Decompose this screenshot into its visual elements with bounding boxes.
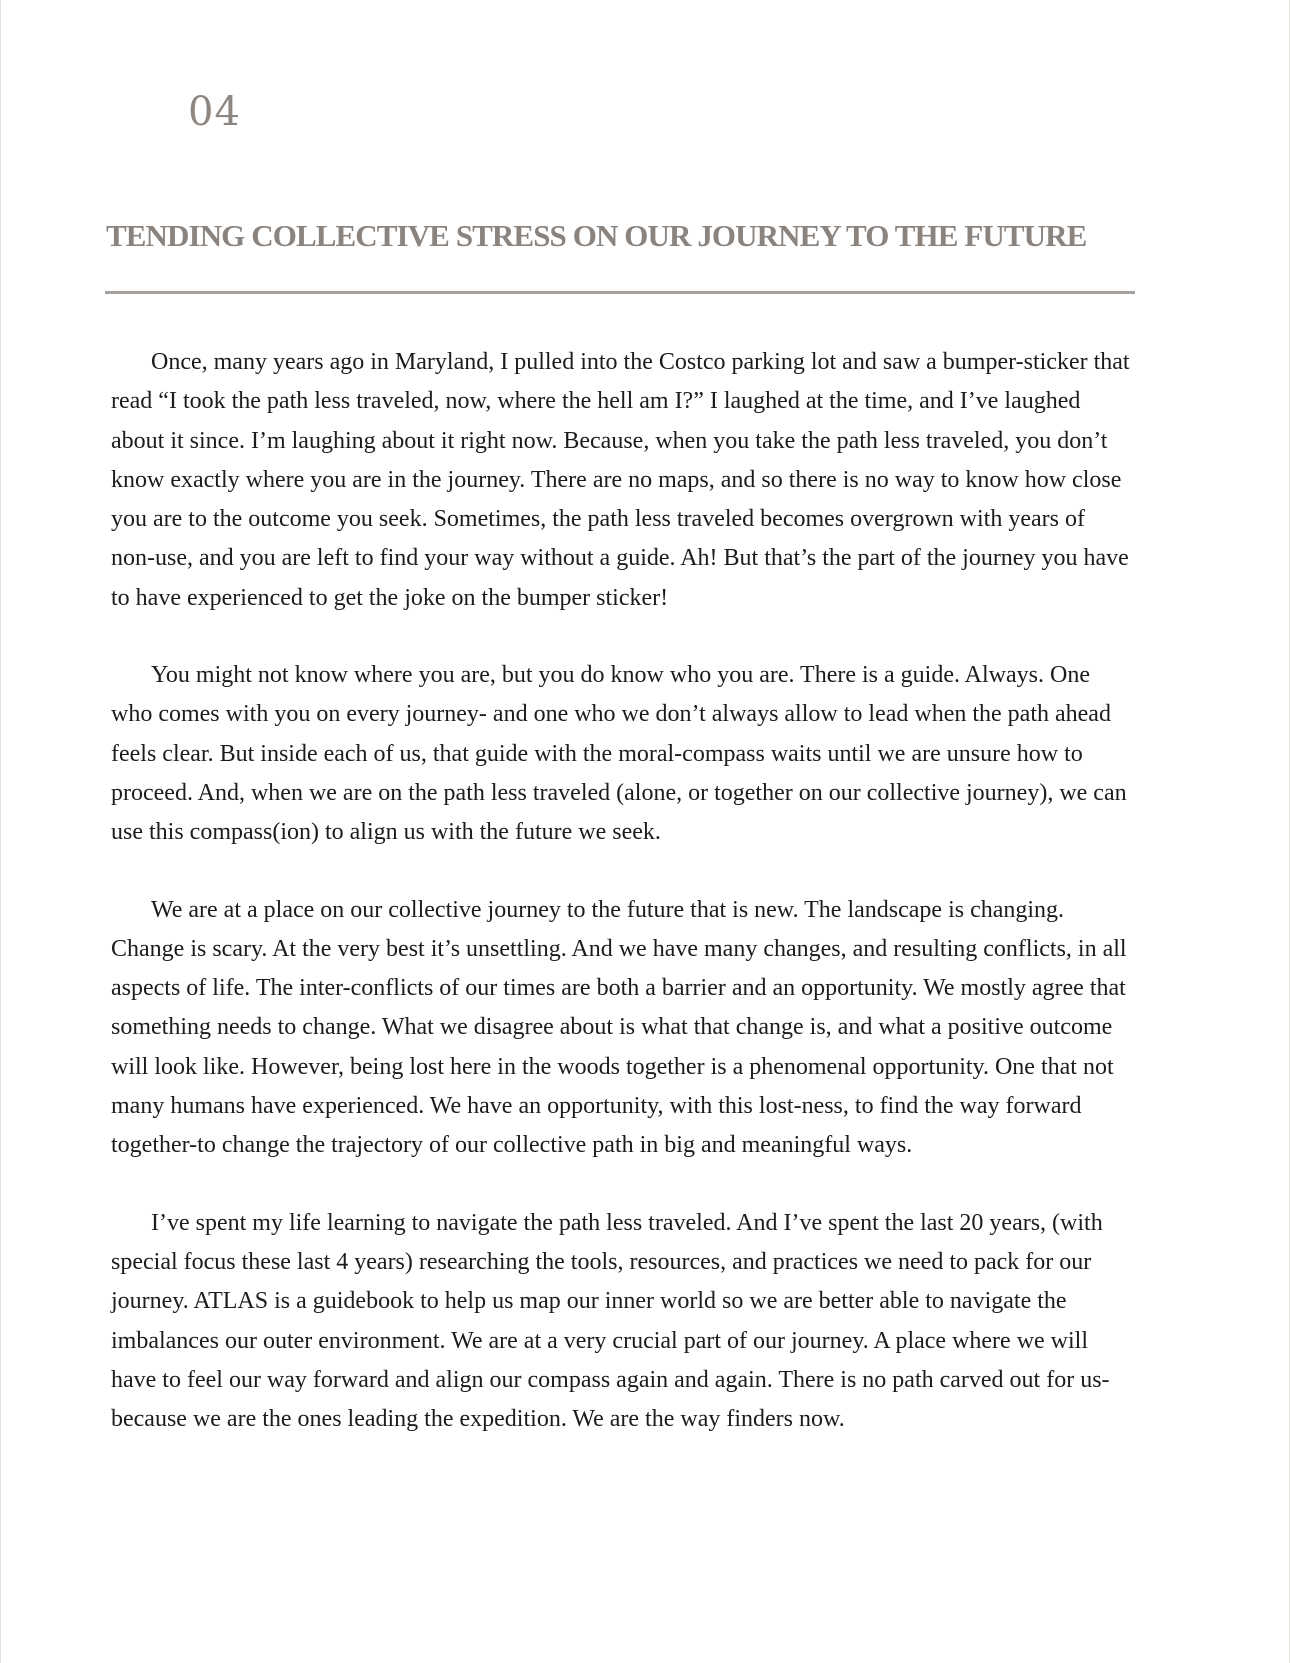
chapter-body xyxy=(111,343,1131,1477)
paragraph-3: We are at a place on our collective journey to the future that is new. The landscape is changing. Change is scary. At the very best it’s unsettling. And we have many changes, and resulting conflicts, in all aspects of life. The inter-conflicts of our times are both a barrier and an opportunity. We mostly agree that something needs to change. What we disagree about is what that change is, and what a positive outcome will look like. However, being lost here in the woods together is a phenomenal opportunity. One that not many humans have experienced. We have an opportunity, with this lost-ness, to find the way forward together-to change the trajectory of our collective path in big and meaningful ways. xyxy=(111,896,1127,1159)
paragraph-4: I’ve spent my life learning to navigate the path less traveled. And I’ve spent the last 20 years, (with special focus these last 4 years) researching the tools, resources, and practices we need to pack for our journey. ATLAS is a guidebook to help us map our inner world so we are better able to navigate the imbalances our outer environment. We are at a very crucial part of our journey. A place where we will have to feel our way forward and align our compass again and again. There is no path carved out for us- because we are the ones leading the expedition. We are the way finders now. xyxy=(111,1209,1110,1433)
page-edge-left xyxy=(0,0,1,1663)
paragraph-2: You might not know where you are, but you do know who you are. There is a guide. Always. One who comes with you on every journey- and one who we don’t always allow to lead when the path ahead feels clear. But inside each of us, that guide with the moral-compass waits until we are unsure how to proceed. And, when we are on the path less traveled (alone, or together on our collective journey), we can use this compass(ion) to align us with the future we seek. xyxy=(111,662,1127,846)
paragraph-1: Once, many years ago in Maryland, I pulled into the Costco parking lot and saw a bumper-sticker that read “I took the path less traveled, now, where the hell am I?” I laughed at the time, and I’ve laughed about it since. I’m laughing about it right now. Because, when you take the path less traveled, you don’t know exactly where you are in the journey. There are no maps, and so there is no way to know how close you are to the outcome you seek. Sometimes, the path less traveled becomes overgrown with years of non-use, and you are left to find your way without a guide. Ah! But that’s the part of the journey you have to have experienced to get the joke on the bumper sticker! xyxy=(111,349,1130,611)
chapter-title: TENDING COLLECTIVE STRESS ON OUR JOURNEY TO THE FUTURE xyxy=(106,218,1087,253)
title-divider xyxy=(105,291,1135,294)
chapter-number: 04 xyxy=(188,89,241,135)
